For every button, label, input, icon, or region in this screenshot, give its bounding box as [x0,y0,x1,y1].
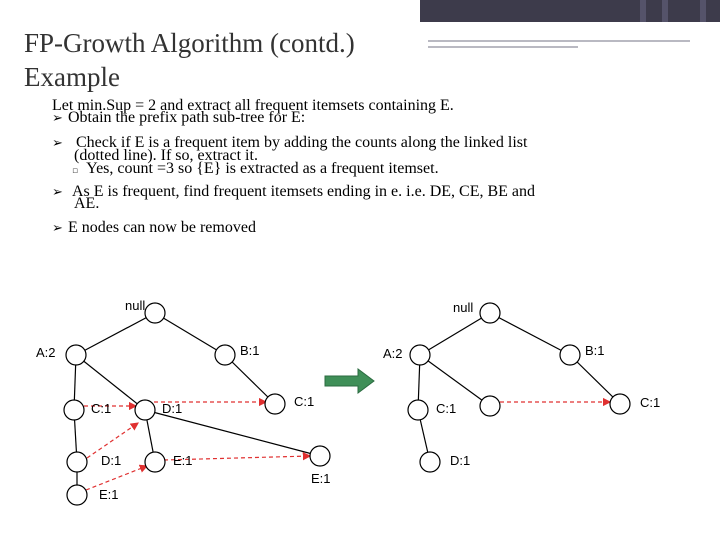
intro-text: Let min.Sup = 2 and extract all frequent itemsets containing E. [52,97,454,114]
node-d [480,396,500,416]
label-b: B:1 [240,343,260,358]
label-e: E:1 [99,487,119,502]
label-e: E:1 [173,453,193,468]
label-null: null [125,298,146,313]
node-a [66,345,86,365]
node-null [145,303,165,323]
transition-arrow-icon [325,369,374,393]
label-d: D:1 [101,453,122,468]
label-c: C:1 [91,401,112,416]
bullet-2-line-2: (dotted line). If so, extract it. [74,147,258,164]
title-line-2: Example [24,62,120,92]
node-null [480,303,500,323]
label-d: D:1 [450,453,471,468]
bullet-arrow-icon: ➢ [52,111,63,126]
node-b [560,345,580,365]
node-e [310,446,330,466]
bullet-arrow-icon: ➢ [52,185,63,200]
label-a: A:2 [383,346,403,361]
sub-bullet-text: Yes, count =3 so {E} is extracted as a frequent itemset. [86,160,439,177]
bullet-arrow-icon: ➢ [52,221,63,236]
node-b [215,345,235,365]
bullet-1-text: Obtain the prefix path sub-tree for E: [68,109,306,126]
right-tree [418,313,620,462]
label-c: C:1 [436,401,457,416]
bullet-3-line-1: As E is frequent, find frequent itemsets ending in e. i.e. DE, CE, BE and [72,183,536,200]
label-e: E:1 [311,471,331,486]
node-c [408,400,428,420]
bullet-2-line-1: Check if E is a frequent item by adding the counts along the linked list [76,134,528,151]
title-line-1: FP-Growth Algorithm (contd.) [24,28,355,58]
bullet-3-line-2: AE. [74,195,100,212]
bullet-4-text: E nodes can now be removed [68,219,256,236]
bullet-arrow-icon: ➢ [52,136,63,151]
node-c [265,394,285,414]
node-d [67,452,87,472]
node-c [610,394,630,414]
square-bullet-icon: ▫ [72,166,79,176]
label-b: B:1 [585,343,605,358]
label-null: null [453,300,474,315]
label-c: C:1 [640,395,661,410]
right-tree-labels [383,300,660,468]
node-d [420,452,440,472]
label-d: D:1 [162,401,183,416]
node-a [410,345,430,365]
left-tree-node-link-list [84,402,310,490]
label-a: A:2 [36,345,56,360]
node-e [67,485,87,505]
label-c: C:1 [294,394,315,409]
node-e [145,452,165,472]
node-d [135,400,155,420]
node-c [64,400,84,420]
